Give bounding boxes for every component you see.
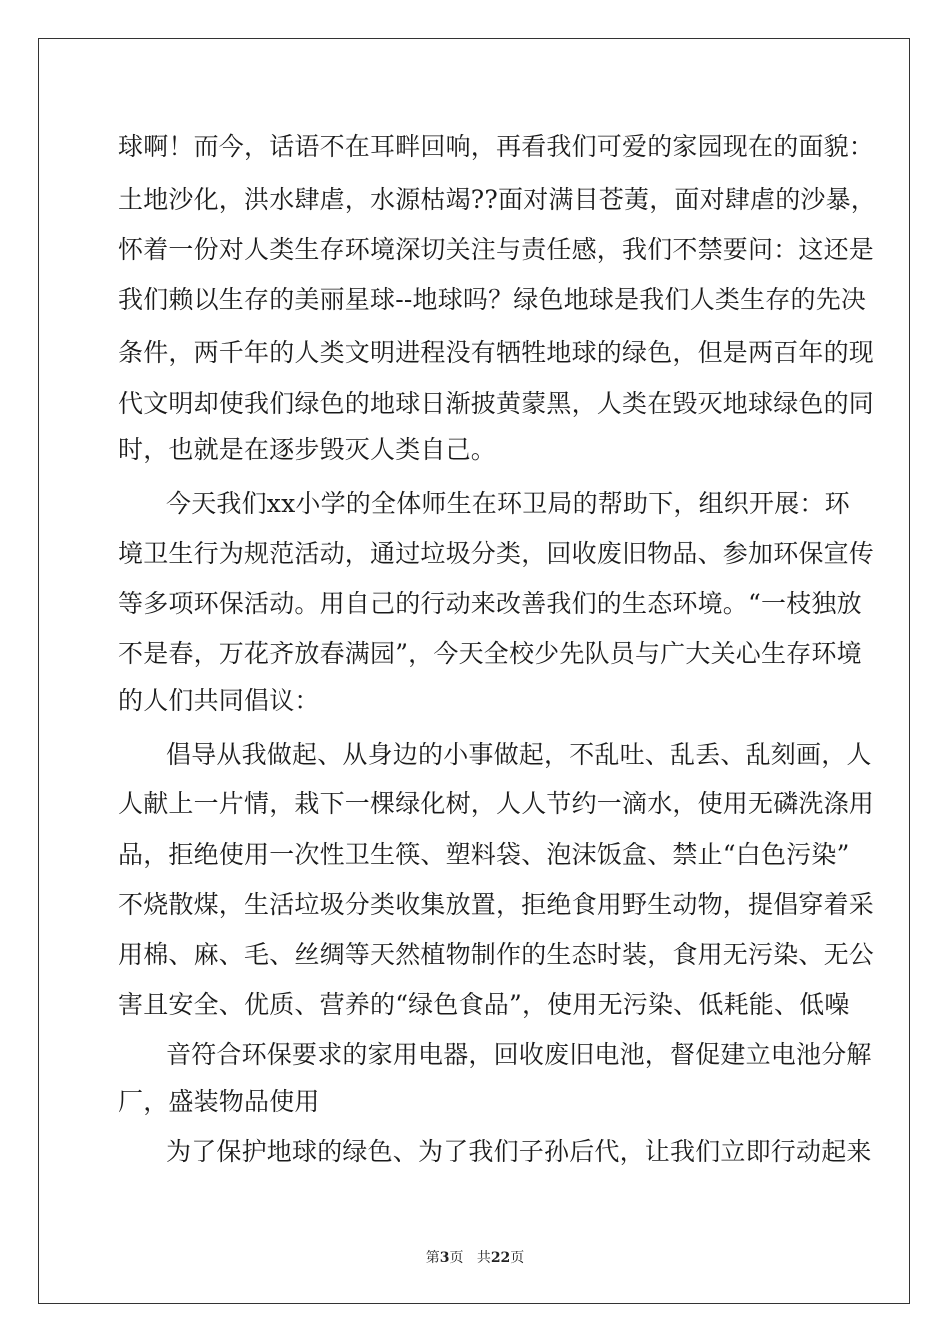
text-line: 土地沙化，洪水肆虐，水源枯竭??面对满目苍荑，面对肆虐的沙暴， — [118, 185, 877, 214]
text-line: 不是春，万花齐放春满园”，今天全校少先队员与广大关心生存环境 — [118, 639, 862, 668]
text-line: 时，也就是在逐步毁灭人类自己。 — [118, 435, 497, 464]
text-line: 怀着一份对人类生存环境深切关注与责任感，我们不禁要问：这还是 — [118, 235, 875, 264]
text-line: 用棉、麻、毛、丝绸等天然植物制作的生态时装，食用无污染、无公 — [118, 940, 875, 969]
text-line: 代文明却使我们绿色的地球日渐披黄蒙黑，人类在毁灭地球绿色的同 — [118, 389, 875, 418]
text-line: 害且安全、优质、营养的“绿色食品”，使用无污染、低耗能、低噪 — [118, 990, 850, 1019]
paragraph-first-line: 为了保护地球的绿色、为了我们子孙后代，让我们立即行动起来 — [166, 1137, 872, 1166]
text-line: 厂，盛装物品使用 — [118, 1087, 320, 1116]
page-number-current: 3 — [439, 1250, 450, 1266]
page-total-unit: 页 — [510, 1250, 525, 1266]
text-line: 境卫生行为规范活动，通过垃圾分类，回收废旧物品、参加环保宣传 — [118, 539, 875, 568]
page-total-count: 22 — [490, 1250, 511, 1266]
page-footer — [0, 1247, 950, 1267]
text-line: 条件，两千年的人类文明进程没有牺牲地球的绿色，但是两百年的现 — [118, 338, 875, 367]
paragraph-first-line: 今天我们xx小学的全体师生在环卫局的帮助下，组织开展：环 — [166, 489, 850, 518]
paragraph-first-line: 音符合环保要求的家用电器，回收废旧电池，督促建立电池分解 — [166, 1040, 872, 1069]
text-line: 不烧散煤，生活垃圾分类收集放置，拒绝食用野生动物，提倡穿着采 — [118, 890, 875, 919]
text-line: 等多项环保活动。用自己的行动来改善我们的生态环境。“一枝独放 — [118, 589, 862, 618]
text-line: 的人们共同倡议： — [118, 686, 320, 715]
page-number-prefix: 第 — [425, 1250, 440, 1266]
text-line: 球啊！而今，话语不在耳畔回响，再看我们可爱的家园现在的面貌： — [118, 132, 875, 161]
paragraph-first-line: 倡导从我做起、从身边的小事做起，不乱吐、乱丢、乱刻画，人 — [166, 740, 872, 769]
page-number-unit: 页 — [449, 1250, 464, 1266]
text-line: 品，拒绝使用一次性卫生筷、塑料袋、泡沫饭盒、禁止“白色污染” — [118, 840, 850, 869]
text-line: 我们赖以生存的美丽星球--地球吗？绿色地球是我们人类生存的先决 — [118, 285, 867, 314]
text-line: 人献上一片情，栽下一棵绿化树，人人节约一滴水，使用无磷洗涤用 — [118, 789, 875, 818]
page-total-prefix: 共 — [476, 1250, 491, 1266]
